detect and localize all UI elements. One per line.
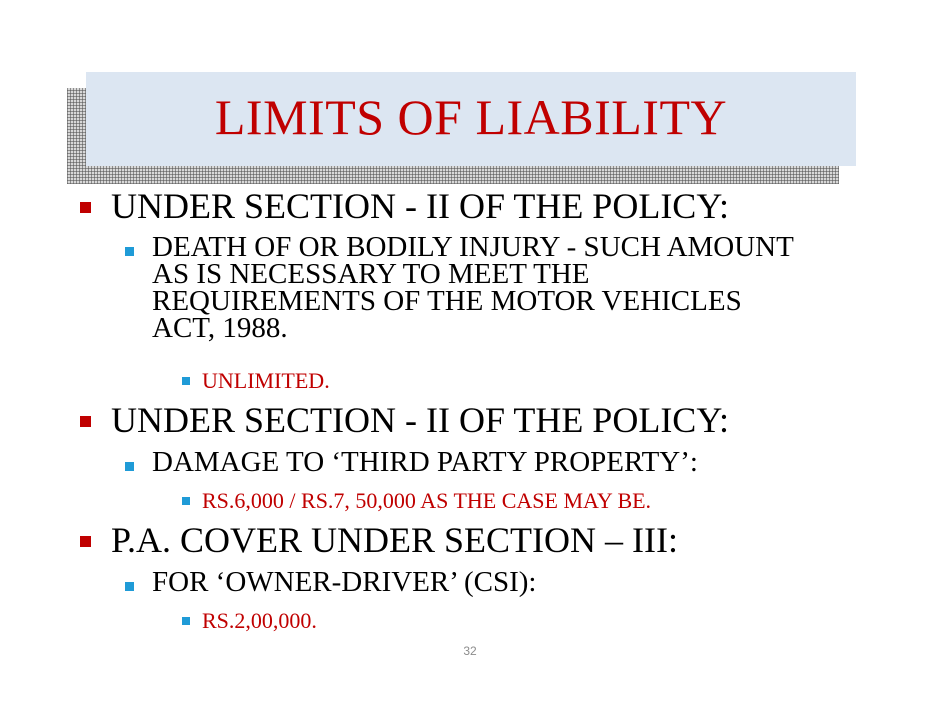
- square-bullet-icon: [80, 536, 91, 547]
- section-a-limit: UNLIMITED.: [202, 368, 330, 393]
- section-c-heading: P.A. COVER UNDER SECTION – III:: [111, 520, 678, 560]
- square-bullet-icon: [80, 416, 91, 427]
- page-number: 32: [463, 644, 477, 658]
- bullet-section-a-point: [125, 231, 815, 344]
- bullet-section-c-point: [125, 566, 537, 598]
- square-bullet-icon: [125, 462, 134, 471]
- section-b-heading: UNDER SECTION - II OF THE POLICY:: [111, 400, 730, 440]
- square-bullet-icon: [182, 617, 190, 625]
- section-b-limit: RS.6,000 / RS.7, 50,000 AS THE CASE MAY BE.: [202, 488, 652, 513]
- square-bullet-icon: [182, 497, 190, 505]
- section-c-point: FOR ‘OWNER-DRIVER’ (CSI):: [152, 566, 537, 598]
- slide-title: LIMITS OF LIABILITY: [214, 89, 728, 145]
- bullet-section-c: [80, 520, 678, 560]
- bullet-section-b-limit: [182, 488, 651, 514]
- section-b-point: DAMAGE TO ‘THIRD PARTY PROPERTY’:: [152, 446, 698, 478]
- bullet-section-a: [80, 186, 729, 226]
- square-bullet-icon: [80, 202, 91, 213]
- bullet-section-b-point: [125, 446, 698, 478]
- bullet-section-a-limit: [182, 368, 330, 394]
- section-a-heading: UNDER SECTION - II OF THE POLICY:: [111, 186, 730, 226]
- section-c-limit: RS.2,00,000.: [202, 608, 317, 633]
- square-bullet-icon: [125, 582, 134, 591]
- section-a-point: DEATH OF OR BODILY INJURY - SUCH AMOUNT AS IS NECESSARY TO MEET THE REQUIREMENTS OF THE MOTOR VEHICLES ACT, 1988.: [152, 231, 794, 344]
- bullet-section-c-limit: [182, 608, 317, 634]
- square-bullet-icon: [125, 247, 134, 256]
- bullet-section-b: [80, 400, 729, 440]
- square-bullet-icon: [182, 377, 190, 385]
